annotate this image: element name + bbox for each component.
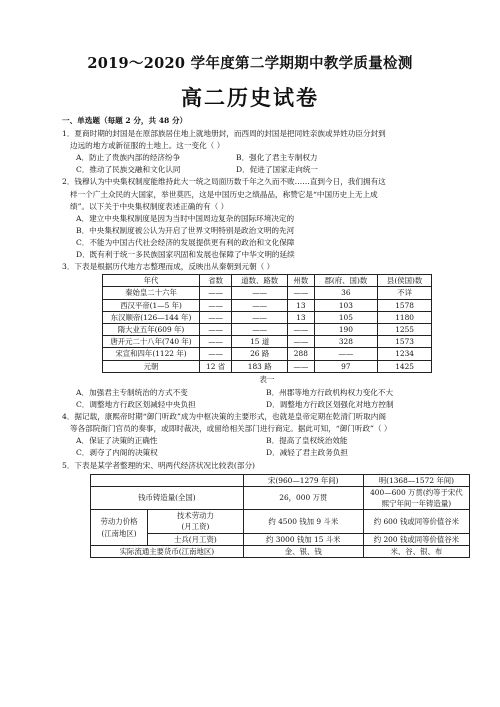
q5-coinage-ming-line1: 400—600 万贯(约等于宋代 xyxy=(370,487,463,497)
q5-tech-label-line2: (月工资) xyxy=(181,522,210,532)
table-cell: 1573 xyxy=(378,336,432,348)
table-row xyxy=(103,336,432,348)
table-cell: 183 路 xyxy=(232,360,288,372)
table-cell: —— xyxy=(232,311,288,323)
q3-option-d[interactable]: D．调整地方行政区划强化对地方控制 xyxy=(266,400,394,410)
table-row xyxy=(91,474,470,486)
q2-option-a[interactable]: A．建立中央集权制度是因为当时中国周边复杂的国际环境决定的 xyxy=(76,213,295,223)
table-cell: —— xyxy=(232,299,288,311)
q1-options xyxy=(62,152,472,176)
table-cell: —— xyxy=(314,348,378,360)
q1-stem-line1: 1．夏商时期的封国是在原部族居住地上就地册封，而西周的封国是把同姓亲族或异姓功臣分封到 xyxy=(62,129,386,139)
q1-option-a[interactable]: A．防止了贵族内部的经济纷争 xyxy=(76,153,181,163)
q3-table-header-row xyxy=(103,275,432,287)
table-cell: —— xyxy=(232,287,288,299)
q5-col-ming: 明(1368—1572 年间) xyxy=(363,474,469,486)
table-cell: 36 xyxy=(314,287,378,299)
table-cell: 1180 xyxy=(378,311,432,323)
q3-col-header: 郡(府、国)数 xyxy=(314,275,378,287)
exam-content xyxy=(62,115,472,558)
table-cell: 105 xyxy=(314,311,378,323)
table-cell: 1234 xyxy=(378,348,432,360)
table-row xyxy=(91,486,470,509)
q3-stem: 3．下表是根据历代地方志整理而成，反映出从秦朝到元朝（ ） xyxy=(62,262,275,272)
table-cell: 隋大业五年(609 年) xyxy=(103,324,200,336)
table-cell: —— xyxy=(288,336,314,348)
table-cell: 15 道 xyxy=(232,336,288,348)
q2-stem-line2: 样一个广土众民的大国家，举世莫匹，这是中国历史之绩晶品，称赞它是“中国历史上无上成 xyxy=(70,189,378,199)
q5-tech-label-line1: 技术劳动力 xyxy=(176,511,214,521)
table-cell: 1425 xyxy=(378,360,432,372)
q4-option-d[interactable]: D．减轻了君主政务负担 xyxy=(266,448,349,458)
q3-options xyxy=(62,387,472,411)
table-cell: —— xyxy=(232,324,288,336)
q5-tech-song: 约 4500 钱加 9 斗米 xyxy=(243,510,363,533)
q3-option-a[interactable]: A．加强君主专制统治的方式不变 xyxy=(76,387,188,397)
q5-row-coinage-label: 钱币铸造量(全国) xyxy=(91,486,244,509)
q3-col-header: 省数 xyxy=(200,275,232,287)
table-cell: 12 省 xyxy=(200,360,232,372)
q4-option-b[interactable]: B．提高了皇权统治效能 xyxy=(266,436,348,446)
table-row xyxy=(103,311,432,323)
table-cell: 328 xyxy=(314,336,378,348)
q5-soldier-ming: 约 200 钱或同等价值谷米 xyxy=(363,533,469,545)
question-3 xyxy=(62,261,472,411)
table-cell: —— xyxy=(200,336,232,348)
table-cell: 西汉平帝(1—5 年) xyxy=(103,299,200,311)
q5-coinage-ming xyxy=(363,486,469,509)
q2-options xyxy=(62,213,472,261)
table-row xyxy=(103,324,432,336)
q2-stem-line3: 绩”。以下关于中央集权制度表述正确的有（ ） xyxy=(70,201,229,211)
table-cell: 26 路 xyxy=(232,348,288,360)
q5-currency-label: 实际流通主要货币(江南地区) xyxy=(91,545,244,557)
table-cell: —— xyxy=(200,348,232,360)
q5-tech-label xyxy=(148,510,244,533)
table-cell: 1578 xyxy=(378,299,432,311)
q3-col-header: 年代 xyxy=(103,275,200,287)
table-row xyxy=(103,348,432,360)
table-row xyxy=(91,510,470,533)
q4-options xyxy=(62,435,472,459)
q1-option-d[interactable]: D．促进了国家走向统一 xyxy=(236,165,319,175)
table-cell: 13 xyxy=(288,311,314,323)
q2-option-b[interactable]: B．中央集权制度被公认为开启了世界文明特别是政治文明的先河 xyxy=(76,225,295,235)
q4-stem-line1: 4．据记载，康熙帝时期“御门听政”成为中枢决策的主要形式，也就是皇帝定期在乾清门听取内阁 xyxy=(62,412,386,422)
q3-option-b[interactable]: B．州郡等地方行政机构权力变化不大 xyxy=(266,387,394,397)
q5-labor-label xyxy=(91,510,148,546)
table-cell: 1255 xyxy=(378,324,432,336)
q5-table xyxy=(90,474,470,558)
table-cell: 103 xyxy=(314,299,378,311)
q5-coinage-ming-line2: 熙宁年间一年铸造量) xyxy=(381,499,452,508)
exam-subtitle: 高二历史试卷 xyxy=(181,85,319,110)
table-cell: 东汉顺帝(126—144 年) xyxy=(103,311,200,323)
q2-option-c[interactable]: C．不能为中国古代社会经济的发展提供更有利的政治和文化保障 xyxy=(76,237,295,247)
q3-table xyxy=(102,274,432,373)
table-cell: 秦始皇二十六年 xyxy=(103,287,200,299)
q3-option-c[interactable]: C．调整地方行政区划减轻中央负担 xyxy=(76,400,196,410)
q1-stem-line2: 边远的地方或新征服的土地上。这一变化（ ） xyxy=(70,141,225,151)
q5-stem: 5．下表是某学者整理的宋、明两代经济状况比较表(部分) xyxy=(62,460,256,470)
q3-col-header: 州数 xyxy=(288,275,314,287)
question-2 xyxy=(62,176,472,261)
q4-option-a[interactable]: A．保证了决策的正确性 xyxy=(76,436,158,446)
question-4 xyxy=(62,411,472,459)
table-row xyxy=(103,299,432,311)
q2-option-d[interactable]: D．既有利于统一多民族国家巩固和发展也保障了中华文明的延续 xyxy=(76,250,295,260)
q5-currency-ming: 米、谷、银、布 xyxy=(363,545,469,557)
table-row xyxy=(103,287,432,299)
table-cell: 13 xyxy=(288,299,314,311)
q4-stem-line2: 等各部院衙门官员的奏事，或即时裁决，或留给相关部门进行商定。据此可知，“御门听政”（ ） xyxy=(70,424,392,434)
q1-option-c[interactable]: C．推动了民族交融和文化认同 xyxy=(76,165,181,175)
q2-stem-line1: 2．钱穆认为中央集权制度能维持此大一统之局面历数千年之久而不败……直到今日，我们拥有这 xyxy=(62,177,386,187)
table-cell: 不详 xyxy=(378,287,432,299)
q5-tech-ming: 约 600 钱或同等价值谷米 xyxy=(363,510,469,533)
table-cell: 唐开元二十八年(740 年) xyxy=(103,336,200,348)
q3-col-header: 县(侯国)数 xyxy=(378,275,432,287)
table-cell: 元朝 xyxy=(103,360,200,372)
q5-labor-label-line1: 劳动力价格 xyxy=(100,517,138,527)
table-row xyxy=(103,360,432,372)
q5-currency-song: 金、银、钱 xyxy=(243,545,363,557)
table-cell: 97 xyxy=(314,360,378,372)
q4-option-c[interactable]: C．剥夺了内阁的决策权 xyxy=(76,448,158,458)
section-heading: 一、单选题（每题 2 分，共 48 分） xyxy=(62,116,188,125)
q5-soldier-label: 士兵(月工资) xyxy=(148,533,244,545)
q1-option-b[interactable]: B．强化了君主专制权力 xyxy=(236,153,318,163)
q5-labor-label-line2: (江南地区) xyxy=(101,528,137,538)
exam-title: 2019～2020 学年度第二学期期中教学质量检测 xyxy=(87,55,413,72)
q5-coinage-song: 26，000 万贯 xyxy=(243,486,363,509)
q5-col-song: 宋(960—1279 年间) xyxy=(243,474,363,486)
table-row xyxy=(91,545,470,557)
table-cell: —— xyxy=(200,287,232,299)
q5-soldier-song: 约 3000 钱加 15 斗米 xyxy=(243,533,363,545)
q3-table-caption: 表一 xyxy=(259,374,275,384)
table-row xyxy=(91,533,470,545)
table-cell: 190 xyxy=(314,324,378,336)
q3-col-header: 道数、路数 xyxy=(232,275,288,287)
table-cell: 宋宣和四年(1122 年) xyxy=(103,348,200,360)
question-1 xyxy=(62,128,472,176)
table-cell: —— xyxy=(200,311,232,323)
table-cell: —— xyxy=(200,299,232,311)
question-5 xyxy=(62,460,472,559)
table-cell: —— xyxy=(200,324,232,336)
table-cell xyxy=(91,474,244,486)
table-cell: —— xyxy=(288,324,314,336)
table-cell: —— xyxy=(288,287,314,299)
table-cell: —— xyxy=(288,360,314,372)
table-cell: 288 xyxy=(288,348,314,360)
